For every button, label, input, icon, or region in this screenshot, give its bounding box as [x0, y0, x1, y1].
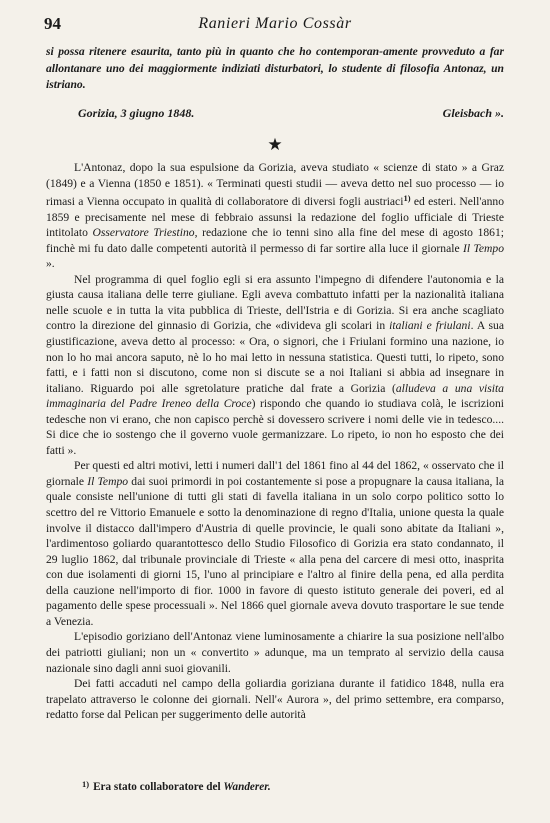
italic-phrase: alludeva a una visita immaginaria del Padre Ireneo della Croce [46, 381, 504, 411]
paragraph-1-text: L'Antonaz, dopo la sua espulsione da Gorizia, aveva studiato « scienze di stato » a Graz (1849) e a Vienna (1850 e 1851). « Terminati questi studii — aveva detto nel suo processo — io rimasi a Vienna occupato in qualità di collaboratore di diversi fogli austriaci [46, 161, 504, 209]
newspaper-title: Osservatore Triestino [92, 226, 195, 240]
paragraph-1-text-3: , redazione che io tenni sino alla fine del mese di agosto 1861; finchè mi fu dato dalle competenti autorità il permesso di far sortire alla luce il giornale [46, 226, 504, 255]
paragraph-1 [46, 160, 504, 272]
body-text [46, 160, 504, 723]
paragraph-2 [46, 272, 504, 459]
paragraph-3-text-2: dai suoi primordi in poi costantemente si pose a propugnare la causa italiana, la quale consiste nell'unione di tutti gli stati di favella italiana in un solo corpo politico sotto lo scettro del re Vittorio Emanuele e sotto la denominazione di regno d'Italia, unione questa la quale involve il distacco dall'impero d'Austria di quelle provincie, le quali sono abitate da Italiani », l'ardimentoso goliardo quarantottesco dello Studio Filosofico di Gorizia era stato condannato, il 29 luglio 1862, dal tribunale provinciale di Trieste « alla pena del carcere di mesi otto, inasprita con due isolamenti di giorni 15, l'uno al principiare e l'altro al finire della pena, ed alla perdita della cauzione nell'importo di fior. 1000 in favore di questo istituto generale dei poveri, ed al pagamento delle spese processuali ». Nel 1866 quel giornale aveva dovuto trasportare le sue tende a Venezia. [46, 474, 505, 628]
paragraph-4: L'episodio goriziano dell'Antonaz viene luminosamente a chiarire la sua posizione nell'albo dei patriotti giuliani; non un « convertito » adunque, ma un temprato al servizio della causa nazionale sino dagli anni suoi giovanili. [46, 630, 504, 675]
paragraph-2-text-3: ) rispondo che quando io studiava colà, le iscrizioni tedesche non vi erano, che non capisco perchè si dovessero scrivere i nomi delle vie in tedesco.... Si dice che io sostengo che il governo vuole germanizzare. Lo ripeto, io non ho esposto che dei fatti ». [46, 397, 504, 457]
page-header [44, 14, 506, 36]
signature: Gleisbach ». [442, 106, 504, 120]
newspaper-title: Il Tempo [87, 474, 129, 488]
newspaper-title: Il Tempo [463, 241, 505, 255]
paragraph-1-text-4: ». [46, 257, 55, 271]
page-number: 94 [44, 14, 61, 33]
section-separator-star: ★ [267, 135, 283, 154]
paragraph-3-text: Per questi ed altri motivi, letti i numeri dall'1 del 1861 fino al 44 del 1862, « osservato che il giornale [46, 459, 504, 488]
footnote-title: Wanderer. [223, 781, 271, 793]
place-date: Gorizia, 3 giugno 1848. [78, 106, 195, 120]
paragraph-5: Dei fatti accaduti nel campo della goliardia goriziana durante il fatidico 1848, nulla era trapelato attraverso le colonne dei giornali. Nell'« Aurora », del primo settembre, era comparso, redatto forse dal Pelican per suggerimento delle autorità [46, 677, 504, 722]
footnote-reference: 1) [403, 193, 411, 204]
italic-phrase: italiani e friulani [389, 319, 471, 333]
paragraph-3 [46, 458, 504, 629]
footnote [82, 779, 271, 793]
running-head: Ranieri Mario Cossàr [198, 15, 352, 32]
paragraph-2-text: Nel programma di quel foglio egli si era assunto l'impegno di difendere l'autonomia e la giusta causa italiana delle terre giuliane. Egli aveva combattuto infatti per la nazionalità italiana nelle scuole e in tutta la vita pubblica di Trieste, dell'Istria e di Gorizia. Si era anche scagliato contro la direzione del ginnasio di Gorizia, che «divideva gli scolari in [46, 272, 504, 333]
footnote-text: Era stato collaboratore del [93, 781, 224, 793]
footnote-mark: 1) [82, 779, 90, 789]
paragraph-2-text-2: . A sua giustificazione, aveva detto al processo: « Ora, o signori, che i Friulani formino una nazione, io non lo ho mai ancora saputo, nè lo ho mai letto in nessuna statistica. Questi tutti, lo ripeto, sono fatti, e i fatti non si discutono, come non si discute se a noi Italiani si abbia ad insegnare in italiano. Riguardo poi alle sgretolature pratiche dal frate a Gorizia ( [46, 319, 504, 395]
paragraph-1-text-2: ed esteri. Nell'anno 1859 e precisamente nel mese di febbraio assunsi la redazione del foglio ufficiale di Trieste intitolato [46, 195, 504, 240]
letter-signature-line [78, 106, 504, 124]
quoted-letter-ending: si possa ritenere esaurita, tanto più in quanto che ho contemporan-amente provveduto a far allontanare uno dei maggiormente indiziati disturbatori, lo studente di filosofia Antonaz, un istriano. [46, 45, 504, 91]
